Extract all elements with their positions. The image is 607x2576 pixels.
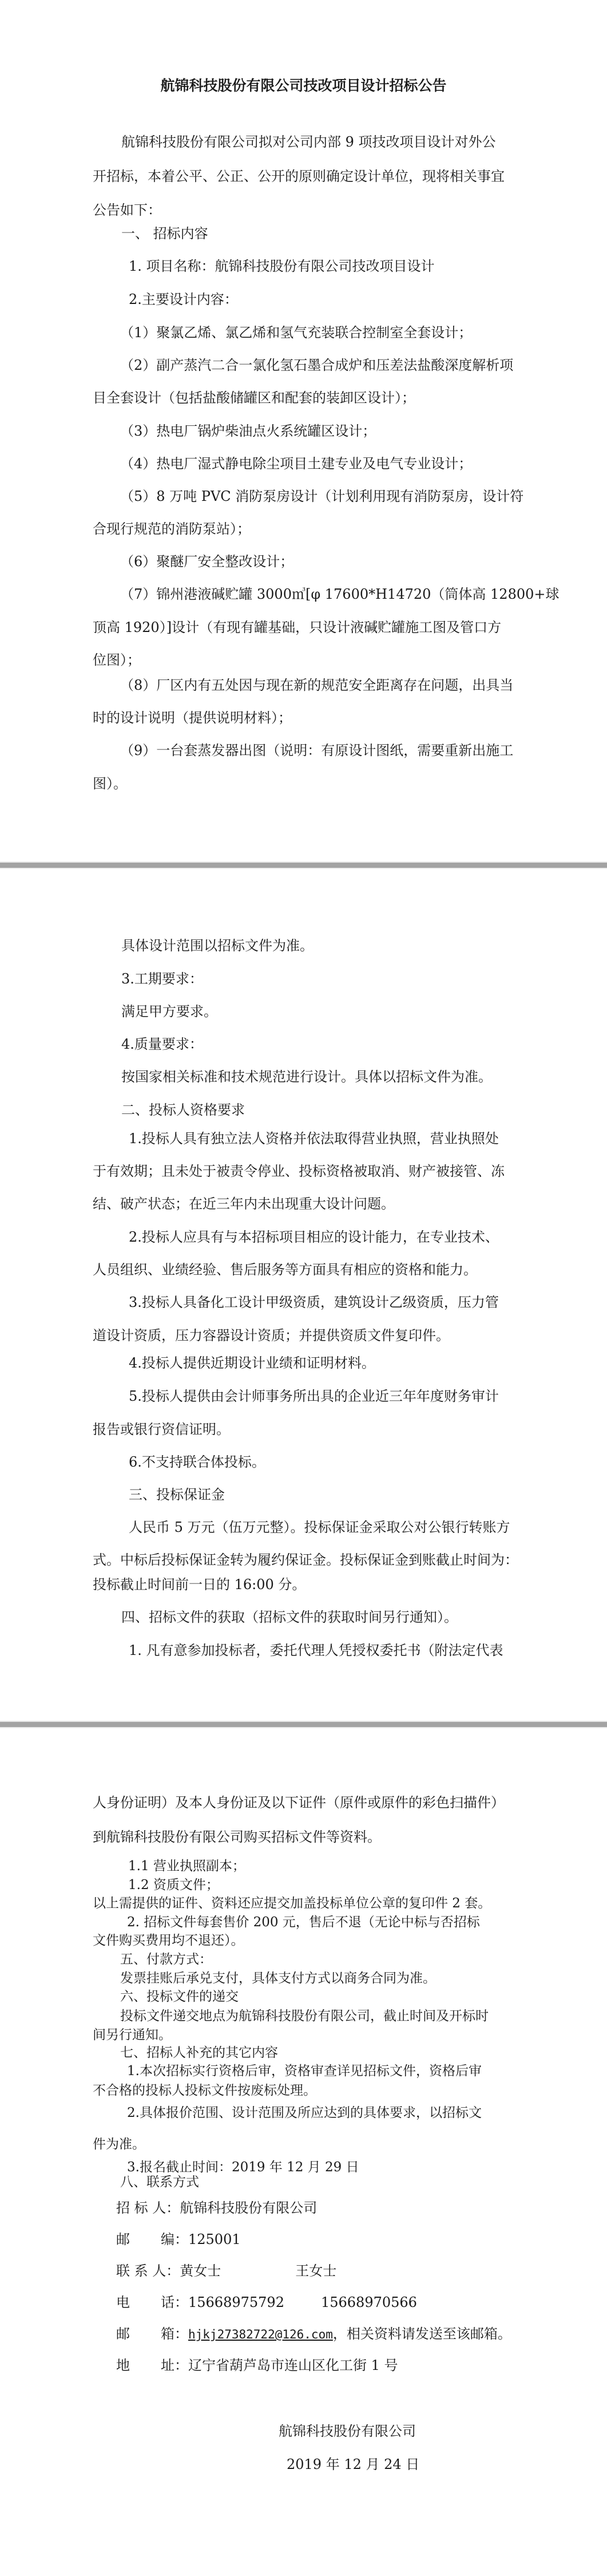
phone-label-2: 话： — [161, 2294, 188, 2310]
tenderer-row — [116, 2199, 317, 2217]
registration-deadline: 3.报名截止时间：2019 年 12 月 29 日 — [127, 2160, 359, 2175]
section-heading: 二、投标人资格要求 — [121, 1102, 245, 1118]
phone-row — [116, 2294, 417, 2311]
list-item: （2）副产蒸汽二合一氯化氢石墨合成炉和压差法盐酸深度解析项 — [120, 357, 514, 373]
list-item-cont: 文件购买费用均不退还）。 — [93, 1933, 244, 1948]
list-item: 1.本次招标实行资格后审，资格审查详见招标文件，资格后审 — [127, 2064, 482, 2079]
list-item-cont: 道设计资质，压力容器设计资质；并提供资质文件复印件。 — [93, 1327, 450, 1344]
paragraph: 间另行通知。 — [93, 2028, 172, 2042]
address-value: 辽宁省葫芦岛市连山区化工街 1 号 — [188, 2357, 398, 2373]
contact-label: 联 系 人： — [116, 2263, 180, 2279]
intro-line: 公告如下： — [93, 202, 161, 218]
paragraph: 投标文件递交地点为航锦科技股份有限公司，截止时间及开标时 — [120, 2009, 489, 2024]
paragraph: 满足甲方要求。 — [121, 1003, 217, 1020]
list-item: 2.投标人应具有与本招标项目相应的设计能力，在专业技术、 — [129, 1229, 499, 1245]
phone-1: 15668975792 — [188, 2294, 284, 2310]
section-heading: 四、招标文件的获取（招标文件的获取时间另行通知）。 — [121, 1609, 458, 1625]
list-item-cont: 目全套设计（包括盐酸储罐区和配套的装卸区设计）； — [93, 390, 415, 406]
postcode-value: 125001 — [188, 2231, 241, 2247]
phone-2: 15668970566 — [320, 2294, 417, 2310]
address-label: 地 — [116, 2357, 130, 2373]
section-heading: 一、 招标内容 — [121, 226, 208, 242]
list-item: 4.投标人提供近期设计业绩和证明材料。 — [129, 1355, 375, 1371]
list-item: 2.具体报价范围、设计范围及所应达到的具体要求，以招标文 — [127, 2105, 482, 2120]
list-item-cont: 不合格的投标人投标文件按废标处理。 — [93, 2083, 316, 2098]
list-item: 1.投标人具有独立法人资格并依法取得营业执照，营业执照处 — [129, 1131, 499, 1147]
list-item: 6.不支持联合体投标。 — [129, 1454, 265, 1470]
scope-note: 具体设计范围以招标文件为准。 — [121, 938, 314, 954]
list-item-cont: 件为准。 — [93, 2137, 145, 2152]
email-row — [116, 2325, 511, 2343]
list-item: 5.投标人提供由会计师事务所出具的企业近三年年度财务审计 — [129, 1388, 499, 1404]
postcode-label: 邮 — [116, 2231, 130, 2247]
paragraph: 以上需提供的证件、资料还应提交加盖投标单位公章的复印件 2 套。 — [93, 1896, 491, 1911]
list-item-cont: 图）。 — [93, 776, 127, 792]
sub-item: 1.2 资质文件； — [128, 1878, 219, 1893]
email-label: 邮 — [116, 2326, 130, 2342]
address-row — [116, 2357, 398, 2374]
paragraph: 式。中标后投标保证金转为履约保证金。投标保证金到账截止时间为： — [93, 1552, 518, 1568]
list-item: （8）厂区内有五处因与现在新的规范安全距离存在问题，出具当 — [120, 677, 514, 693]
page-divider — [0, 862, 607, 869]
section-heading: 六、投标文件的递交 — [120, 1989, 239, 2004]
list-item: （4）热电厂湿式静电除尘项目土建专业及电气专业设计； — [120, 456, 473, 472]
paragraph: 发票挂账后承兑支付，具体支付方式以商务合同为准。 — [120, 1971, 436, 1986]
intro-line: 开招标，本着公平、公正、公开的原则确定设计单位，现将相关事宜 — [93, 168, 505, 184]
list-item-cont: 人身份证明）及本人身份证及以下证件（原件或原件的彩色扫描件） — [93, 1795, 505, 1811]
email-note: ，相关资料请发送至该邮箱。 — [332, 2326, 511, 2342]
list-item-cont: 时的设计说明（提供说明材料）； — [93, 710, 292, 726]
section-heading: 五、付款方式： — [120, 1952, 212, 1967]
section-heading: 八、联系方式 — [120, 2175, 199, 2190]
list-item: （6）聚醚厂安全整改设计； — [120, 554, 294, 570]
list-item-cont: 报告或银行资信证明。 — [93, 1421, 230, 1437]
signature-date: 2019 年 12 月 24 日 — [287, 2456, 420, 2472]
tenderer-label: 招 标 人： — [116, 2200, 180, 2216]
contact-row — [116, 2262, 336, 2279]
list-item: （5）8 万吨 PVC 消防泵房设计（计划利用现有消防泵房，设计符 — [120, 488, 524, 504]
postcode-row — [116, 2231, 241, 2248]
intro-line: 航锦科技股份有限公司拟对公司内部 9 项技改项目设计对外公 — [121, 134, 496, 150]
subheading: 2.主要设计内容： — [129, 291, 238, 307]
document-title: 航锦科技股份有限公司技改项目设计招标公告 — [160, 77, 447, 94]
subheading: 3.工期要求： — [121, 971, 203, 987]
address-label-2: 址： — [161, 2357, 188, 2373]
list-item-cont: 于有效期；且未处于被责令停业、投标资格被取消、财产被接管、冻 — [93, 1163, 505, 1179]
list-item: （9）一台套蒸发器出图（说明：有原设计图纸，需要重新出施工 — [120, 742, 514, 758]
list-item: 3.投标人具备化工设计甲级资质，建筑设计乙级资质，压力管 — [129, 1294, 499, 1310]
list-item: 1. 凡有意参加投标者，委托代理人凭授权委托书（附法定代表 — [129, 1642, 503, 1658]
section-heading: 七、招标人补充的其它内容 — [120, 2045, 278, 2060]
list-item: （3）热电厂锅炉柴油点火系统罐区设计； — [120, 423, 376, 439]
list-item: 2. 招标文件每套售价 200 元，售后不退（无论中标与否招标 — [127, 1915, 480, 1930]
phone-label: 电 — [116, 2294, 130, 2310]
section-heading: 三、投标保证金 — [129, 1487, 225, 1503]
subheading: 4.质量要求： — [121, 1036, 203, 1052]
project-name: 1. 项目名称：航锦科技股份有限公司技改项目设计 — [129, 258, 435, 274]
list-item: （1）聚氯乙烯、氯乙烯和氢气充装联合控制室全套设计； — [120, 325, 473, 341]
list-item-cont: 合现行规范的消防泵站）； — [93, 521, 251, 537]
list-item-cont: 结、破产状态；在近三年内未出现重大设计问题。 — [93, 1196, 395, 1212]
signature-company: 航锦科技股份有限公司 — [279, 2423, 416, 2439]
email-label-2: 箱： — [161, 2326, 188, 2342]
postcode-label-2: 编： — [161, 2231, 188, 2247]
contact-1: 黄女士 — [180, 2263, 221, 2279]
paragraph: 人民币 5 万元（伍万元整）。投标保证金采取公对公银行转账方 — [129, 1519, 510, 1535]
contact-2: 王女士 — [295, 2263, 337, 2279]
list-item-cont: 顶高 1920）]设计（有现有罐基础，只设计液碱贮罐施工图及管口方 — [93, 619, 502, 635]
page-divider — [0, 1721, 607, 1728]
sub-item: 1.1 营业执照副本； — [128, 1859, 245, 1874]
tenderer-value: 航锦科技股份有限公司 — [180, 2200, 318, 2216]
paragraph: 按国家相关标准和技术规范进行设计。具体以招标文件为准。 — [121, 1069, 492, 1085]
list-item: （7）锦州港液碱贮罐 3000㎥[φ 17600*H14720（筒体高 12800+球 — [120, 586, 560, 602]
list-item-cont: 人员组织、业绩经验、售后服务等方面具有相应的资格和能力。 — [93, 1262, 477, 1278]
list-item-cont: 到航锦科技股份有限公司购买招标文件等资料。 — [93, 1829, 381, 1845]
list-item-cont: 位图）； — [93, 652, 141, 668]
email-link[interactable]: hjkj27382722@126.com — [188, 2328, 333, 2341]
paragraph: 投标截止时间前一日的 16:00 分。 — [93, 1577, 306, 1593]
